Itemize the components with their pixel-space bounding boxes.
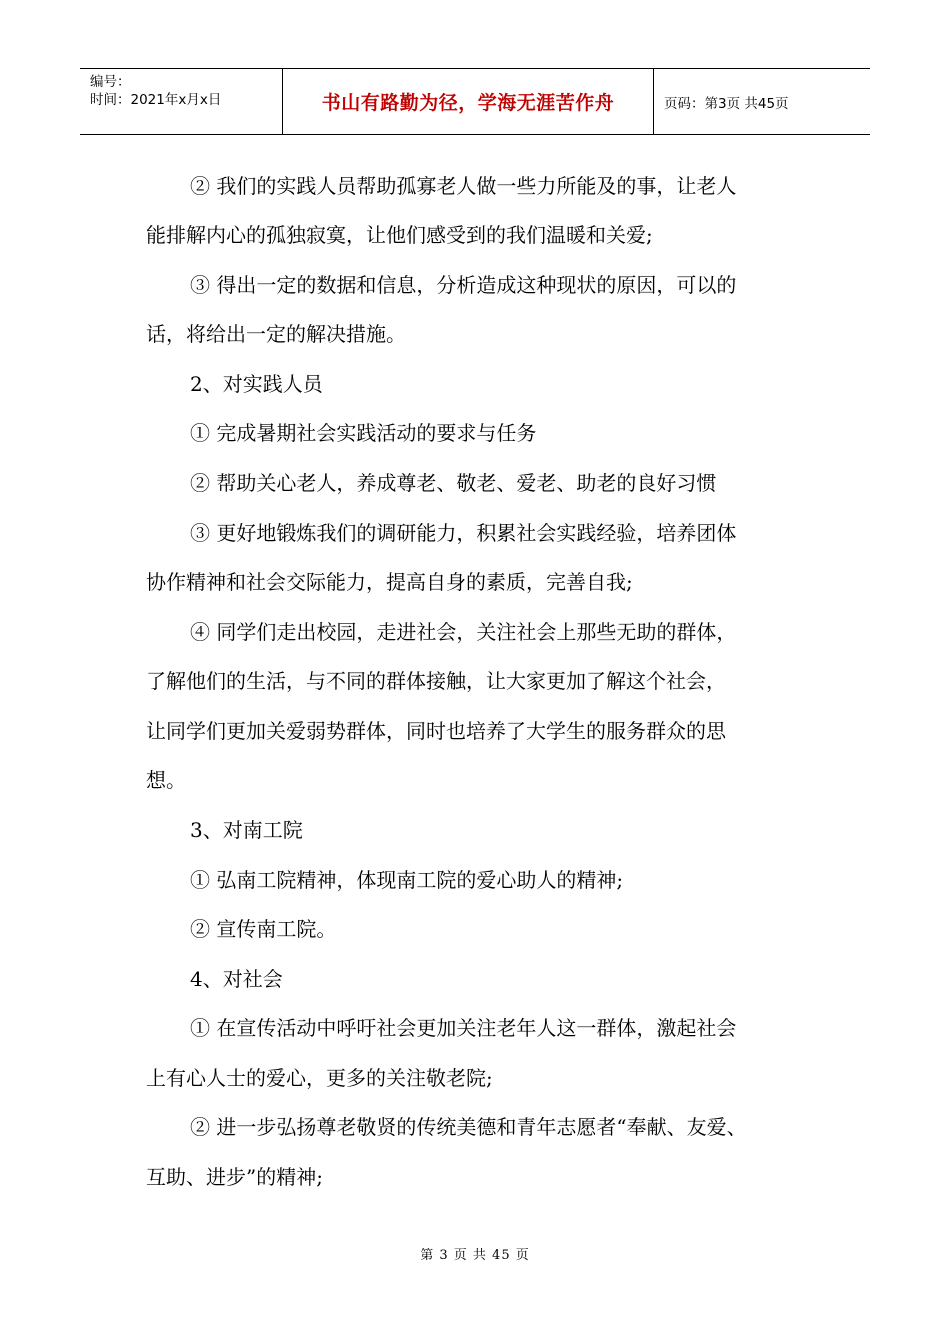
paragraph-line: 上有心人士的爱心，更多的关注敬老院; [146, 1066, 493, 1090]
paragraph-line: ③ 得出一定的数据和信息，分析造成这种现状的原因，可以的 [190, 273, 737, 297]
paragraph-line: ① 完成暑期社会实践活动的要求与任务 [190, 421, 537, 445]
section-heading: 2、对实践人员 [190, 372, 323, 396]
paragraph-line: 想。 [146, 768, 186, 792]
paragraph-line: 了解他们的生活，与不同的群体接触，让大家更加了解这个社会， [146, 669, 726, 693]
header-page-cell [654, 69, 870, 134]
header-meta-cell [80, 69, 282, 134]
paragraph-line: 能排解内心的孤独寂寞，让他们感受到的我们温暖和关爱; [146, 223, 653, 247]
section-heading: 3、对南工院 [190, 818, 303, 842]
header-motto-cell [282, 69, 654, 134]
paragraph-line: ① 在宣传活动中呼吁社会更加关注老年人这一群体，激起社会 [190, 1016, 737, 1040]
header-motto: 书山有路勤为径，学海无涯苦作舟 [321, 92, 615, 114]
paragraph-line: ③ 更好地锻炼我们的调研能力，积累社会实践经验，培养团体 [190, 521, 737, 545]
section-heading: 4、对社会 [190, 967, 283, 991]
paragraph-line: ② 宣传南工院。 [190, 917, 337, 941]
paragraph-line: 话，将给出一定的解决措施。 [146, 322, 406, 346]
paragraph-line: 协作精神和社会交际能力，提高自身的素质，完善自我; [146, 570, 633, 594]
paragraph-line: ② 进一步弘扬尊老敬贤的传统美德和青年志愿者“奉献、友爱、 [190, 1115, 747, 1139]
header-page-info: 页码：第3页 共45页 [664, 95, 789, 112]
document-number-label: 编号： [90, 74, 131, 90]
paragraph-line: ④ 同学们走出校园，走进社会，关注社会上那些无助的群体， [190, 620, 737, 644]
page-footer: 第 3 页 共 45 页 [420, 1248, 530, 1263]
paragraph-line: ② 帮助关心老人，养成尊老、敬老、爱老、助老的良好习惯 [190, 471, 717, 495]
document-header [80, 68, 870, 135]
paragraph-line: 让同学们更加关爱弱势群体，同时也培养了大学生的服务群众的思 [146, 719, 726, 743]
paragraph-line: ① 弘南工院精神，体现南工院的爱心助人的精神; [190, 868, 624, 892]
document-date-label: 时间：2021年x月x日 [90, 92, 222, 108]
paragraph-line: ② 我们的实践人员帮助孤寡老人做一些力所能及的事，让老人 [190, 174, 737, 198]
paragraph-line: 互助、进步”的精神; [146, 1165, 323, 1189]
